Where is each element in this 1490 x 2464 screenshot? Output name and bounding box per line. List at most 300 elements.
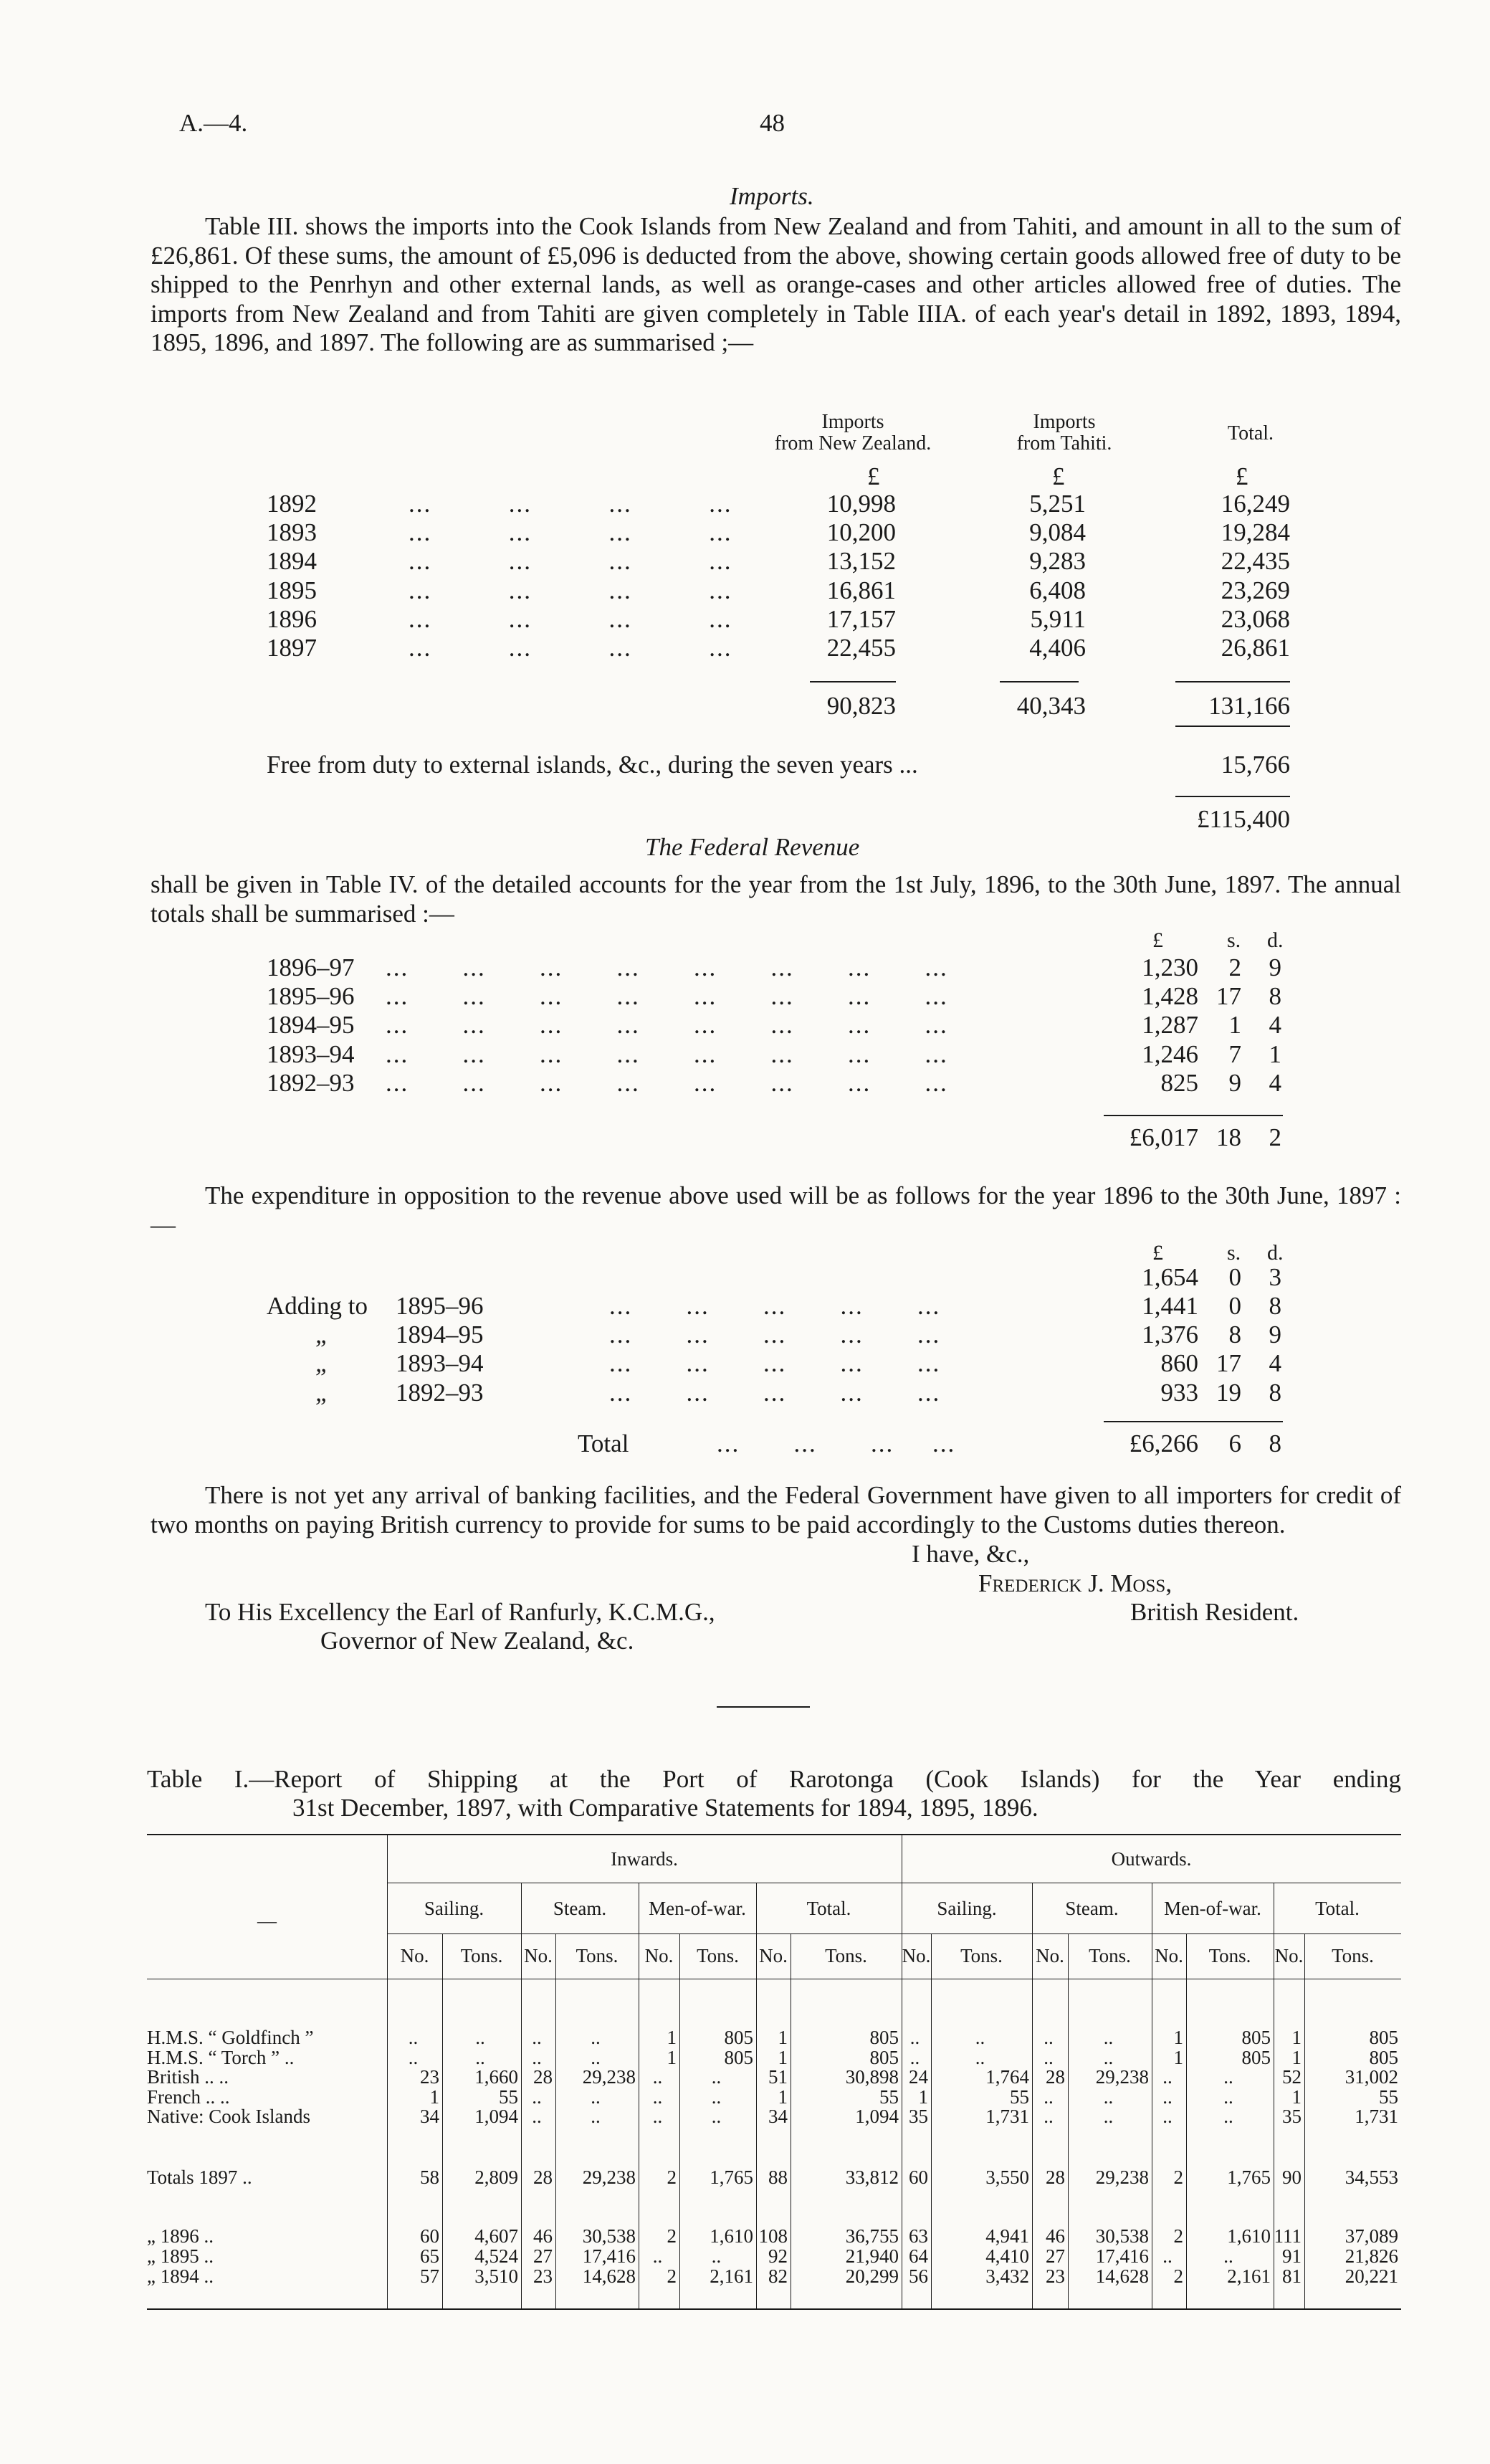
shipping-row-cell: .. (591, 2027, 601, 2048)
shipping-row-cell: .. (1223, 2106, 1233, 2127)
shipping-row-cell: .. (652, 2106, 663, 2127)
shipping-totals-row-cell: 90 (1282, 2166, 1302, 2188)
shipping-row-label: Native: Cook Islands (147, 2106, 310, 2127)
shipping-prior-row-cell: .. (652, 2245, 663, 2267)
shipping-totals-row-cell: 3,550 (985, 2166, 1029, 2188)
shipping-row-cell: 1 (1173, 2027, 1183, 2048)
revenue-total-shillings: 18 (1216, 1123, 1241, 1151)
shipping-prior-row-cell: 2 (667, 2225, 677, 2247)
shipping-prior-row-cell: 2,161 (710, 2265, 753, 2287)
revenue-shillings: 17 (1216, 982, 1241, 1011)
shipping-row-cell: .. (1103, 2106, 1114, 2127)
revenue-shillings: 1 (1228, 1011, 1241, 1040)
leader-dots: ... ... ... ... (409, 576, 732, 604)
imports-paragraph: Table III. shows the imports into the Cook Islands from New Zealand and from Tahiti, and amount in all to the sum of £26,861. Of these sums, the amount of £5,096 is deducted from the above, showing certain goods allowed free of duty to be shipped to the Penrhyn and other external lands, as well as orange-cases and other articles allowed free of duties. The imports from New Zealand and from Tahiti are given completely in Table IIIA. of each year's detail in 1892, 1893, 1894, 1895, 1896, and 1897. The following are as summarised ;— (151, 212, 1401, 356)
expenditure-pence: 8 (1269, 1378, 1281, 1407)
shipping-prior-row-label: „ 1895 .. (147, 2245, 214, 2267)
ditto-mark: „ (315, 1321, 330, 1349)
free-duty-label: Free from duty to external islands, &c., during the seven years ... (267, 751, 918, 779)
shipping-prior-row-cell: 30,538 (1095, 2225, 1149, 2247)
shipping-row-cell: .. (975, 2046, 985, 2068)
expenditure-total-label: Total (578, 1430, 629, 1457)
sub-header: No. (1036, 1945, 1064, 1966)
shipping-row-cell: .. (1223, 2085, 1233, 2108)
shipping-row-cell: .. (408, 2046, 419, 2068)
shipping-row-cell: 55 (1379, 2085, 1398, 2108)
shipping-totals-row-cell: 2,809 (474, 2166, 518, 2188)
group-header: Sailing. (937, 1898, 997, 1919)
sub-header: Tons. (960, 1945, 1003, 1966)
shipping-prior-row-cell: 27 (1046, 2245, 1065, 2267)
shipping-prior-row-cell: 21,940 (845, 2245, 899, 2267)
imports-year: 1893 (267, 518, 317, 547)
revenue-pence: 1 (1269, 1040, 1281, 1068)
shipping-row-cell: .. (591, 2106, 601, 2127)
imports-new-zealand: 10,998 (826, 490, 896, 518)
shipping-prior-row-cell: 46 (1046, 2225, 1065, 2247)
shipping-prior-row-cell: 111 (1274, 2225, 1302, 2247)
revenue-year: 1893–94 (267, 1040, 355, 1068)
shipping-row-cell: .. (652, 2085, 663, 2108)
revenue-shillings: 7 (1228, 1040, 1241, 1068)
sub-header: Tons. (1089, 1945, 1131, 1966)
imports-total: 26,861 (1221, 634, 1290, 662)
imports-new-zealand: 13,152 (826, 547, 896, 576)
table-rule (387, 1933, 1401, 1934)
imports-tahiti: 6,408 (1029, 576, 1086, 604)
shipping-row-cell: 31,002 (1345, 2066, 1398, 2088)
closing-paragraph: There is not yet any arrival of banking facilities, and the Federal Government have given to all importers for credit of two months on paying British currency to provide for sums to be paid accordingly to the Customs duties thereon. (151, 1481, 1401, 1538)
sum-tahiti: 40,343 (1016, 692, 1086, 720)
sum-rule (1104, 1115, 1283, 1116)
shipping-row-cell: 55 (1010, 2085, 1029, 2108)
shipping-row-cell: .. (711, 2085, 722, 2108)
imports-tahiti: 5,911 (1030, 604, 1086, 633)
addressee-title: Governor of New Zealand, &c. (320, 1627, 634, 1655)
shipping-row-cell: .. (711, 2066, 722, 2088)
shipping-prior-row-cell: 30,538 (582, 2225, 636, 2247)
shipping-prior-row-cell: 21,826 (1345, 2245, 1398, 2267)
free-duty-value: 15,766 (1221, 751, 1290, 779)
shipping-row-cell: 1 (1291, 2027, 1302, 2048)
imports-tahiti: 4,406 (1029, 634, 1086, 662)
imports-new-zealand: 22,455 (826, 634, 896, 662)
shipping-prior-row-cell: 17,416 (582, 2245, 636, 2267)
expenditure-total-pence: 8 (1269, 1430, 1281, 1457)
shipping-row-cell: 805 (1369, 2027, 1398, 2048)
imports-year: 1897 (267, 634, 317, 662)
expenditure-shillings: 8 (1228, 1321, 1241, 1349)
shipping-prior-row-cell: 1,610 (710, 2225, 753, 2247)
stub-header: — (257, 1910, 277, 1931)
group-header: Steam. (553, 1898, 607, 1919)
shipping-row-cell: .. (652, 2066, 663, 2088)
imports-new-zealand: 10,200 (826, 518, 896, 547)
shipping-row-cell: 1 (667, 2046, 677, 2068)
leader-dots: ... ... ... ... ... (609, 1321, 941, 1349)
shipping-totals-row-cell: 33,812 (845, 2166, 899, 2188)
revenue-pence: 9 (1269, 953, 1281, 981)
col-header-new-zealand: Imports from New Zealand. (774, 411, 932, 455)
shipping-totals-row-cell: 28 (1046, 2166, 1065, 2188)
sub-header: No. (759, 1945, 788, 1966)
expenditure-total-pounds: £6,266 (1129, 1430, 1198, 1457)
revenue-total-pence: 2 (1269, 1123, 1281, 1151)
leader-dots: ... ... ... ... ... (609, 1349, 941, 1378)
shipping-row-cell: 55 (879, 2085, 899, 2108)
imports-year: 1892 (267, 490, 317, 518)
shipping-prior-row-cell: 20,221 (1345, 2265, 1398, 2287)
leader-dots: ... ... ... ... (409, 518, 732, 547)
imports-new-zealand: 16,861 (826, 576, 896, 604)
shipping-prior-row-cell: 81 (1282, 2265, 1302, 2287)
shipping-prior-row-cell: 2,161 (1227, 2265, 1271, 2287)
unit-pounds: £ (1152, 1241, 1163, 1265)
expenditure-first-pence: 3 (1269, 1263, 1281, 1291)
expenditure-pounds: 1,376 (1142, 1321, 1198, 1349)
shipping-prior-row-cell: 23 (1046, 2265, 1065, 2287)
revenue-shillings: 2 (1228, 953, 1241, 981)
shipping-row-cell: .. (909, 2027, 920, 2048)
shipping-prior-row-cell: 20,299 (845, 2265, 899, 2287)
shipping-row-cell: .. (532, 2085, 542, 2108)
sub-header: No. (524, 1945, 553, 1966)
shipping-totals-row-cell: 28 (533, 2166, 553, 2188)
shipping-row-cell: 1 (1291, 2046, 1302, 2068)
expenditure-pounds: 860 (1160, 1349, 1198, 1378)
expenditure-year: 1893–94 (396, 1349, 484, 1378)
shipping-prior-row-cell: 64 (909, 2245, 928, 2267)
imports-total: 23,068 (1221, 604, 1290, 633)
sum-rule (1175, 726, 1290, 727)
shipping-totals-row-cell: 2 (667, 2166, 677, 2188)
shipping-prior-row-cell: 91 (1282, 2245, 1302, 2267)
expenditure-total-shillings: 6 (1228, 1430, 1241, 1457)
shipping-prior-row-cell: 36,755 (845, 2225, 899, 2247)
sum-rule (1104, 1421, 1283, 1422)
shipping-prior-row-cell: 65 (420, 2245, 439, 2267)
page-number: 48 (760, 109, 785, 137)
shipping-row-cell: 51 (768, 2066, 788, 2088)
shipping-row-cell: 1 (918, 2085, 928, 2108)
shipping-prior-row-cell: 14,628 (582, 2265, 636, 2287)
shipping-prior-row-cell: 4,607 (474, 2225, 518, 2247)
shipping-row-cell: .. (408, 2027, 419, 2048)
shipping-row-cell: 1,764 (985, 2066, 1029, 2088)
signature: Frederick J. Moss, (978, 1569, 1173, 1597)
shipping-row-cell: 805 (724, 2046, 753, 2068)
shipping-row-cell: 34 (420, 2106, 439, 2127)
group-header: Men-of-war. (1164, 1898, 1261, 1919)
signatory-title: British Resident. (1130, 1598, 1299, 1626)
shipping-row-cell: 1 (1291, 2085, 1302, 2108)
shipping-row-cell: .. (1162, 2085, 1173, 2108)
shipping-prior-row-cell: 63 (909, 2225, 928, 2247)
imports-total: 16,249 (1221, 490, 1290, 518)
leader-dots: ... ... ... ... ... ... ... ... (386, 1040, 948, 1068)
valediction: I have, &c., (912, 1540, 1030, 1568)
imports-tahiti: 5,251 (1029, 490, 1086, 518)
group-header: Sailing. (424, 1898, 484, 1919)
group-header: Total. (806, 1898, 851, 1919)
currency-symbol: £ (1236, 462, 1248, 490)
shipping-totals-row-label: Totals 1897 .. (147, 2166, 252, 2188)
shipping-totals-row-cell: 34,553 (1345, 2166, 1398, 2188)
shipping-row-cell: .. (909, 2046, 920, 2068)
shipping-row-cell: 28 (1046, 2066, 1065, 2088)
revenue-pence: 4 (1269, 1068, 1281, 1097)
group-header: Steam. (1065, 1898, 1119, 1919)
sum-rule (1000, 681, 1079, 682)
expenditure-pence: 8 (1269, 1292, 1281, 1320)
shipping-row-cell: .. (975, 2027, 985, 2048)
expenditure-first-pounds: 1,654 (1142, 1263, 1198, 1291)
shipping-row-cell: .. (475, 2027, 485, 2048)
imports-total: 19,284 (1221, 518, 1290, 547)
shipping-row-cell: .. (1223, 2066, 1233, 2088)
net-imports-total: £115,400 (1197, 805, 1290, 833)
sub-header: Tons. (1208, 1945, 1251, 1966)
unit-pounds: £ (1152, 928, 1163, 952)
shipping-row-cell: .. (532, 2046, 542, 2068)
table-rule (147, 2308, 1401, 2310)
imports-tahiti: 9,283 (1029, 547, 1086, 576)
revenue-paragraph: shall be given in Table IV. of the detailed accounts for the year from the 1st July, 1896, to the 30th June, 1897. The annual totals shall be summarised :— (151, 870, 1401, 928)
shipping-row-cell: .. (1044, 2085, 1054, 2108)
sub-header: No. (902, 1945, 931, 1966)
sum-rule (1175, 681, 1290, 682)
imports-year: 1896 (267, 604, 317, 633)
revenue-pounds: 1,246 (1142, 1040, 1198, 1068)
shipping-prior-row-cell: 108 (758, 2225, 788, 2247)
shipping-prior-row-cell: .. (1162, 2245, 1173, 2267)
shipping-row-cell: 29,238 (582, 2066, 636, 2088)
shipping-prior-row-cell: 4,410 (985, 2245, 1029, 2267)
shipping-row-cell: 30,898 (845, 2066, 899, 2088)
expenditure-pounds: 1,441 (1142, 1292, 1198, 1320)
group-header: Men-of-war. (649, 1898, 746, 1919)
shipping-row-cell: 29,238 (1095, 2066, 1149, 2088)
unit-shillings: s. (1227, 928, 1241, 952)
shipping-row-cell: .. (1162, 2066, 1173, 2088)
inwards-header: Inwards. (611, 1848, 678, 1870)
shipping-row-label: H.M.S. “ Torch ” .. (147, 2046, 295, 2068)
sub-header: Tons. (697, 1945, 739, 1966)
shipping-row-cell: 805 (1369, 2046, 1398, 2068)
revenue-pence: 8 (1269, 982, 1281, 1011)
shipping-prior-row-label: „ 1896 .. (147, 2225, 214, 2247)
shipping-row-cell: .. (1044, 2027, 1054, 2048)
shipping-row-cell: .. (711, 2106, 722, 2127)
leader-dots: ... ... ... ... (409, 604, 732, 633)
ditto-mark: „ (315, 1349, 330, 1378)
unit-shillings: s. (1227, 1241, 1241, 1265)
revenue-year: 1895–96 (267, 982, 355, 1011)
leader-dots: ... ... ... ... ... (609, 1378, 941, 1407)
shipping-totals-row-cell: 58 (420, 2166, 439, 2188)
shipping-prior-row-cell: 23 (533, 2265, 553, 2287)
shipping-row-cell: 1,731 (985, 2106, 1029, 2127)
expenditure-paragraph: The expenditure in opposition to the revenue above used will be as follows for the year 1896 to the 30th June, 1897 :— (151, 1181, 1401, 1239)
revenue-year: 1894–95 (267, 1011, 355, 1040)
shipping-prior-row-cell: 4,941 (985, 2225, 1029, 2247)
leader-dots: ... ... ... ... ... ... ... ... (386, 1011, 948, 1040)
imports-heading: Imports. (730, 182, 814, 210)
shipping-row-cell: 24 (909, 2066, 928, 2088)
shipping-row-cell: .. (1103, 2027, 1114, 2048)
sub-header: Tons. (576, 1945, 619, 1966)
sub-header: No. (400, 1945, 429, 1966)
revenue-shillings: 9 (1228, 1068, 1241, 1097)
shipping-prior-row-cell: 14,628 (1095, 2265, 1149, 2287)
expenditure-shillings: 17 (1216, 1349, 1241, 1378)
shipping-row-cell: 34 (768, 2106, 788, 2127)
shipping-row-label: French .. .. (147, 2085, 230, 2108)
shipping-row-cell: .. (1162, 2106, 1173, 2127)
leader-dots: ... ... ... ... (717, 1430, 956, 1457)
expenditure-first-shillings: 0 (1228, 1263, 1241, 1291)
shipping-row-cell: .. (1103, 2085, 1114, 2108)
leader-dots: ... ... ... ... (409, 634, 732, 662)
imports-year: 1894 (267, 547, 317, 576)
shipping-prior-row-cell: .. (711, 2245, 722, 2267)
shipping-row-cell: 1,660 (474, 2066, 518, 2088)
shipping-row-cell: 1,094 (474, 2106, 518, 2127)
shipping-prior-row-cell: 37,089 (1345, 2225, 1398, 2247)
section-divider (717, 1706, 810, 1708)
adding-to-label: Adding to (267, 1292, 368, 1320)
group-header: Total. (1315, 1898, 1360, 1919)
imports-total: 23,269 (1221, 576, 1290, 604)
shipping-row-label: H.M.S. “ Goldfinch ” (147, 2027, 314, 2048)
shipping-totals-row-cell: 60 (909, 2166, 928, 2188)
shipping-row-label: British .. .. (147, 2066, 229, 2088)
shipping-prior-row-cell: 57 (420, 2265, 439, 2287)
shipping-row-cell: 805 (1241, 2027, 1271, 2048)
leader-dots: ... ... ... ... ... ... ... ... (386, 1068, 948, 1097)
sub-header: No. (644, 1945, 674, 1966)
expenditure-year: 1892–93 (396, 1378, 484, 1407)
shipping-row-cell: .. (591, 2085, 601, 2108)
shipping-prior-row-cell: 4,524 (474, 2245, 518, 2267)
expenditure-shillings: 0 (1228, 1292, 1241, 1320)
outwards-header: Outwards. (1111, 1848, 1192, 1870)
shipping-row-cell: 805 (724, 2027, 753, 2048)
shipping-totals-row-cell: 2 (1173, 2166, 1183, 2188)
shipping-row-cell: .. (1103, 2046, 1114, 2068)
shipping-totals-row-cell: 88 (768, 2166, 788, 2188)
sub-header: Tons. (825, 1945, 867, 1966)
revenue-year: 1896–97 (267, 953, 355, 981)
leader-dots: ... ... ... ... (409, 490, 732, 518)
shipping-prior-row-cell: 56 (909, 2265, 928, 2287)
revenue-total-pounds: £6,017 (1129, 1123, 1198, 1151)
imports-new-zealand: 17,157 (826, 604, 896, 633)
sum-rule (810, 681, 896, 682)
addressee: To His Excellency the Earl of Ranfurly, K.C.M.G., (205, 1598, 715, 1626)
shipping-row-cell: 805 (869, 2046, 899, 2068)
shipping-prior-row-cell: 46 (533, 2225, 553, 2247)
revenue-heading: The Federal Revenue (645, 833, 860, 861)
shipping-prior-row-cell: 92 (768, 2245, 788, 2267)
shipping-totals-row-cell: 29,238 (582, 2166, 636, 2188)
shipping-prior-row-cell: 1,610 (1227, 2225, 1271, 2247)
shipping-prior-row-label: „ 1894 .. (147, 2265, 214, 2287)
shipping-row-cell: .. (532, 2106, 542, 2127)
shipping-row-cell: 1 (778, 2027, 788, 2048)
shipping-row-cell: 805 (869, 2027, 899, 2048)
shipping-prior-row-cell: 17,416 (1095, 2245, 1149, 2267)
shipping-row-cell: 1,731 (1355, 2106, 1398, 2127)
table-caption-continued: 31st December, 1897, with Comparative Statements for 1894, 1895, 1896. (292, 1794, 1038, 1822)
shipping-prior-row-cell: 27 (533, 2245, 553, 2267)
expenditure-pence: 9 (1269, 1321, 1281, 1349)
shipping-prior-row-cell: 2 (1173, 2265, 1183, 2287)
shipping-row-cell: .. (1044, 2046, 1054, 2068)
revenue-pounds: 1,287 (1142, 1011, 1198, 1040)
shipping-totals-row-cell: 1,765 (710, 2166, 753, 2188)
leader-dots: ... ... ... ... (409, 547, 732, 576)
revenue-pence: 4 (1269, 1011, 1281, 1040)
shipping-row-cell: 1 (778, 2085, 788, 2108)
sub-header: No. (1274, 1945, 1304, 1966)
shipping-row-cell: .. (532, 2027, 542, 2048)
shipping-row-cell: 35 (909, 2106, 928, 2127)
revenue-pounds: 1,230 (1142, 953, 1198, 981)
shipping-row-cell: 23 (420, 2066, 439, 2088)
imports-total: 22,435 (1221, 547, 1290, 576)
document-reference: A.—4. (179, 109, 248, 137)
sub-header: Tons. (460, 1945, 503, 1966)
shipping-prior-row-cell: 82 (768, 2265, 788, 2287)
ditto-mark: „ (315, 1378, 330, 1407)
expenditure-year: 1895–96 (396, 1292, 484, 1320)
shipping-row-cell: 1 (778, 2046, 788, 2068)
shipping-row-cell: 1 (667, 2027, 677, 2048)
shipping-prior-row-cell: 2 (1173, 2225, 1183, 2247)
sub-header: Tons. (1332, 1945, 1374, 1966)
sum-new-zealand: 90,823 (826, 692, 896, 720)
revenue-pounds: 825 (1160, 1068, 1198, 1097)
sum-total: 131,166 (1208, 692, 1290, 720)
expenditure-pounds: 933 (1160, 1378, 1198, 1407)
sum-rule (1175, 796, 1290, 797)
shipping-prior-row-cell: 3,432 (985, 2265, 1029, 2287)
shipping-totals-row-cell: 1,765 (1227, 2166, 1271, 2188)
shipping-prior-row-cell: 3,510 (474, 2265, 518, 2287)
col-header-tahiti: Imports from Tahiti. (1016, 411, 1112, 455)
sub-header: No. (1155, 1945, 1183, 1966)
table-caption: Table I.—Report of Shipping at the Port of Rarotonga (Cook Islands) for the Year ending (147, 1765, 1401, 1793)
shipping-row-cell: 1 (429, 2085, 439, 2108)
expenditure-shillings: 19 (1216, 1378, 1241, 1407)
shipping-totals-row-cell: 29,238 (1095, 2166, 1149, 2188)
revenue-year: 1892–93 (267, 1068, 355, 1097)
shipping-row-cell: 1 (1173, 2046, 1183, 2068)
table-rule (147, 1834, 1401, 1835)
shipping-row-cell: 35 (1282, 2106, 1302, 2127)
shipping-row-cell: .. (475, 2046, 485, 2068)
shipping-prior-row-cell: .. (1223, 2245, 1233, 2267)
leader-dots: ... ... ... ... ... ... ... ... (386, 953, 948, 981)
shipping-row-cell: .. (591, 2046, 601, 2068)
shipping-row-cell: .. (1044, 2106, 1054, 2127)
unit-pence: d. (1267, 1241, 1284, 1265)
expenditure-year: 1894–95 (396, 1321, 484, 1349)
shipping-row-cell: 55 (499, 2085, 518, 2108)
shipping-row-cell: 52 (1282, 2066, 1302, 2088)
shipping-row-cell: 805 (1241, 2046, 1271, 2068)
